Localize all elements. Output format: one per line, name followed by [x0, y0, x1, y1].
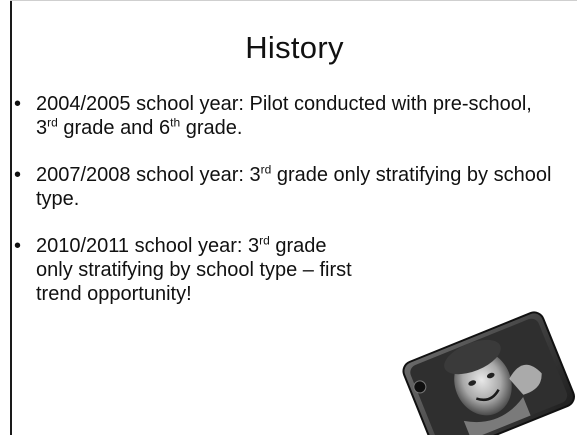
bullet-text: 2004/2005 school year: Pilot conducted with pre-school, 3rd grade and 6th grade.	[36, 93, 532, 139]
bullet-dot: •	[14, 164, 22, 186]
bullet-item	[14, 92, 554, 140]
bullet-dot: •	[14, 93, 22, 115]
bullet-dot: •	[14, 235, 22, 257]
child-smiling-photo-icon	[390, 300, 577, 435]
bullet-item	[14, 163, 554, 211]
slide-title: History	[245, 30, 344, 65]
bullet-list	[14, 92, 554, 329]
top-border	[10, 0, 577, 1]
bullet-text: 2010/2011 school year: 3rd grade only stratifying by school type – first trend opportunity!	[36, 233, 352, 305]
bullet-text: 2007/2008 school year: 3rd grade only stratifying by school type.	[36, 162, 552, 210]
bullet-item	[14, 234, 554, 306]
